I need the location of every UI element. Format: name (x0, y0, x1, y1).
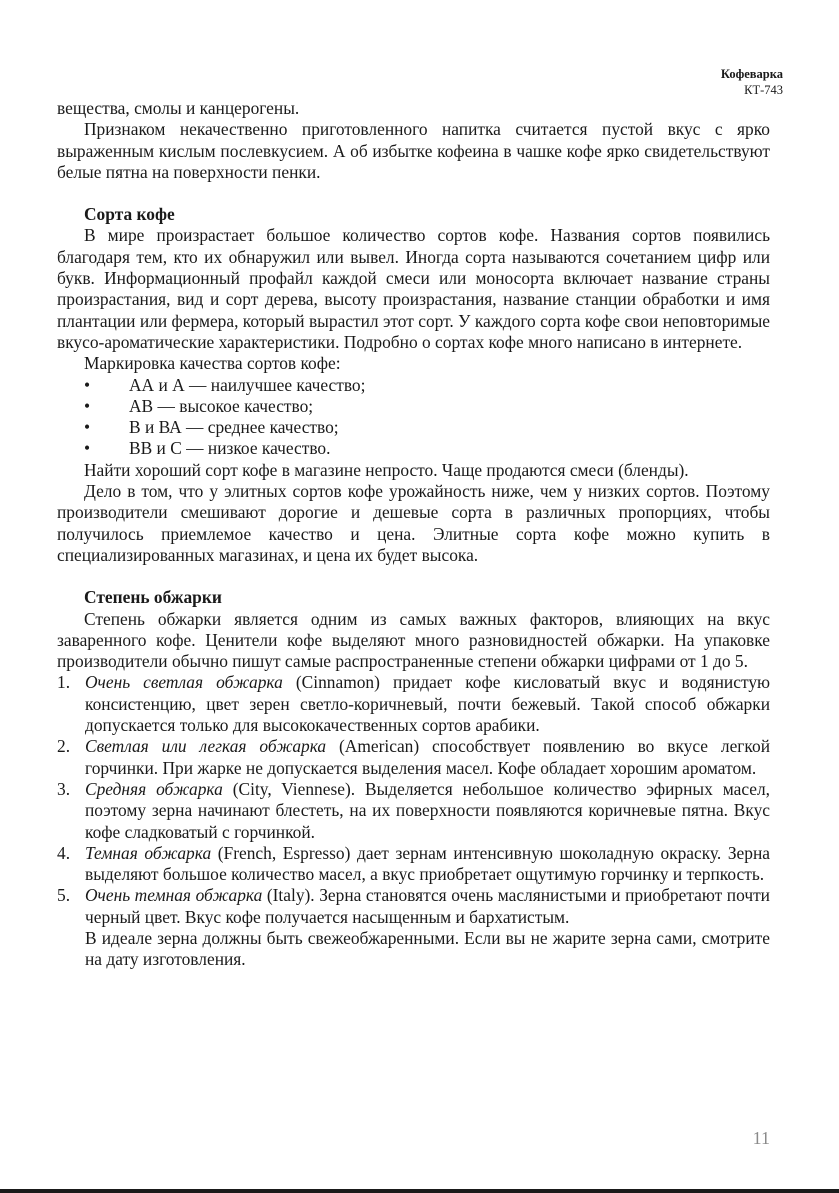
bullet-item (57, 375, 770, 396)
section-heading-varieties: Сорта кофе (84, 204, 175, 225)
bullet-item (57, 396, 770, 417)
section-gap (57, 183, 770, 204)
item-text: (Cinnamon) придает кофе кисловатый вкус и водянистую консистенцию, цвет зерен светло-коричневый, почти бежевый. Такой способ обжарки допускается только для высококачественных сортов арабики. (85, 672, 771, 736)
item-text: (American) способствует появлению во вкусе легкой горчинки. При жарке не допускается выделения масел. Кофе обладает хорошим ароматом. (85, 736, 770, 778)
item-text: (City, Viennese). Выделяется небольшое количество эфирных масел, поэтому зерна начинают блестеть, на их поверхности появляются коричневые пятна. Вкус кофе сладковатый с горчинкой. (85, 778, 770, 842)
item-number: 3. (57, 778, 71, 799)
page-body (57, 98, 770, 971)
item-term: Средняя обжарка (85, 778, 223, 799)
bullet-text: АА и А — наилучшее качество; (129, 374, 366, 395)
bullet-text: АВ — высокое качество; (129, 395, 314, 416)
item-text: (French, Espresso) дает зернам интенсивную шоколадную окраску. Зерна выделяют большое количество масел, а вкус приобретает ощутимую горчинку и терпкость. (85, 842, 770, 885)
numbered-item (57, 779, 770, 843)
marking-intro: Маркировка качества сортов кофе: (84, 353, 341, 374)
running-header (721, 66, 783, 98)
bullet-text: В и ВА — среднее качество; (129, 417, 339, 438)
page-number: 11 (752, 1128, 770, 1148)
bullet-icon: • (84, 395, 91, 416)
intro-paragraph: Признаком некачественно приготовленного напитка считается пустой вкус с ярко выраженным кислым послевкусием. А об избытке кофеина в чашке кофе ярко свидетельствуют белые пятна на поверхности пенки. (57, 119, 770, 182)
blends-paragraph: Найти хороший сорт кофе в магазине непросто. Чаще продаются смеси (бленды). (84, 459, 689, 480)
bullet-item (57, 438, 770, 459)
section-heading-roast: Степень обжарки (84, 587, 222, 608)
item-term: Светлая или легкая обжарка (85, 736, 327, 757)
item-term: Очень светлая обжарка (85, 672, 283, 693)
item-number: 2. (57, 736, 71, 757)
bullet-text: ВВ и С — низкое качество. (129, 438, 331, 459)
numbered-item (57, 885, 770, 928)
item-text: (Italy). Зерна становятся очень маслянистыми и приобретают почти черный цвет. Вкус кофе получается насыщенным и бархатистым. (85, 885, 770, 927)
roast-paragraph: Степень обжарки является одним из самых важных факторов, влияющих на вкус заваренного кофе. Ценители кофе выделяют много разновидностей обжарки. На упаковке производители обычно пишут самые распространенные степени обжарки цифрами от 1 до 5. (57, 608, 770, 672)
bullet-item (57, 417, 770, 438)
header-model: КТ-743 (744, 83, 783, 97)
item-term: Очень темная обжарка (85, 885, 263, 906)
bottom-rule (0, 1189, 839, 1193)
section-gap (57, 566, 770, 587)
closing-paragraph: В идеале зерна должны быть свежеобжаренными. Если вы не жарите зерна сами, смотрите на дату изготовления. (85, 927, 770, 970)
numbered-item (57, 672, 770, 736)
item-number: 5. (57, 885, 71, 906)
numbered-item (57, 736, 770, 779)
bullet-icon: • (84, 438, 91, 459)
elite-varieties-paragraph: Дело в том, что у элитных сортов кофе урожайность ниже, чем у низких сортов. Поэтому производители смешивают дорогие и дешевые сорта в различных пропорциях, чтобы получилось приемлемое качество и цена. Элитные сорта кофе можно купить в специализированных магазинах, и цена их будет высока. (57, 481, 770, 565)
bullet-icon: • (84, 374, 91, 395)
item-number: 4. (57, 842, 71, 863)
item-number: 1. (57, 672, 71, 693)
item-term: Темная обжарка (85, 842, 212, 863)
header-title: Кофеварка (720, 67, 783, 81)
numbered-item (57, 843, 770, 886)
varieties-paragraph: В мире произрастает большое количество сортов кофе. Названия сортов появились благодаря тем, кто их обнаружил или вывел. Иногда сорта называются сочетанием цифр или букв. Информационный профайл каждой смеси или моносорта включает название страны произрастания, вид и сорт дерева, высоту произрастания, название станции обработки и имя плантации или фермера, который вырастил этот сорт. У каждого сорта кофе свои неповторимые вкусо-ароматические характеристики. Подробно о сортах кофе много написано в интернете. (57, 225, 770, 352)
continued-text: вещества, смолы и канцерогены. (57, 98, 300, 118)
bullet-icon: • (84, 417, 91, 438)
